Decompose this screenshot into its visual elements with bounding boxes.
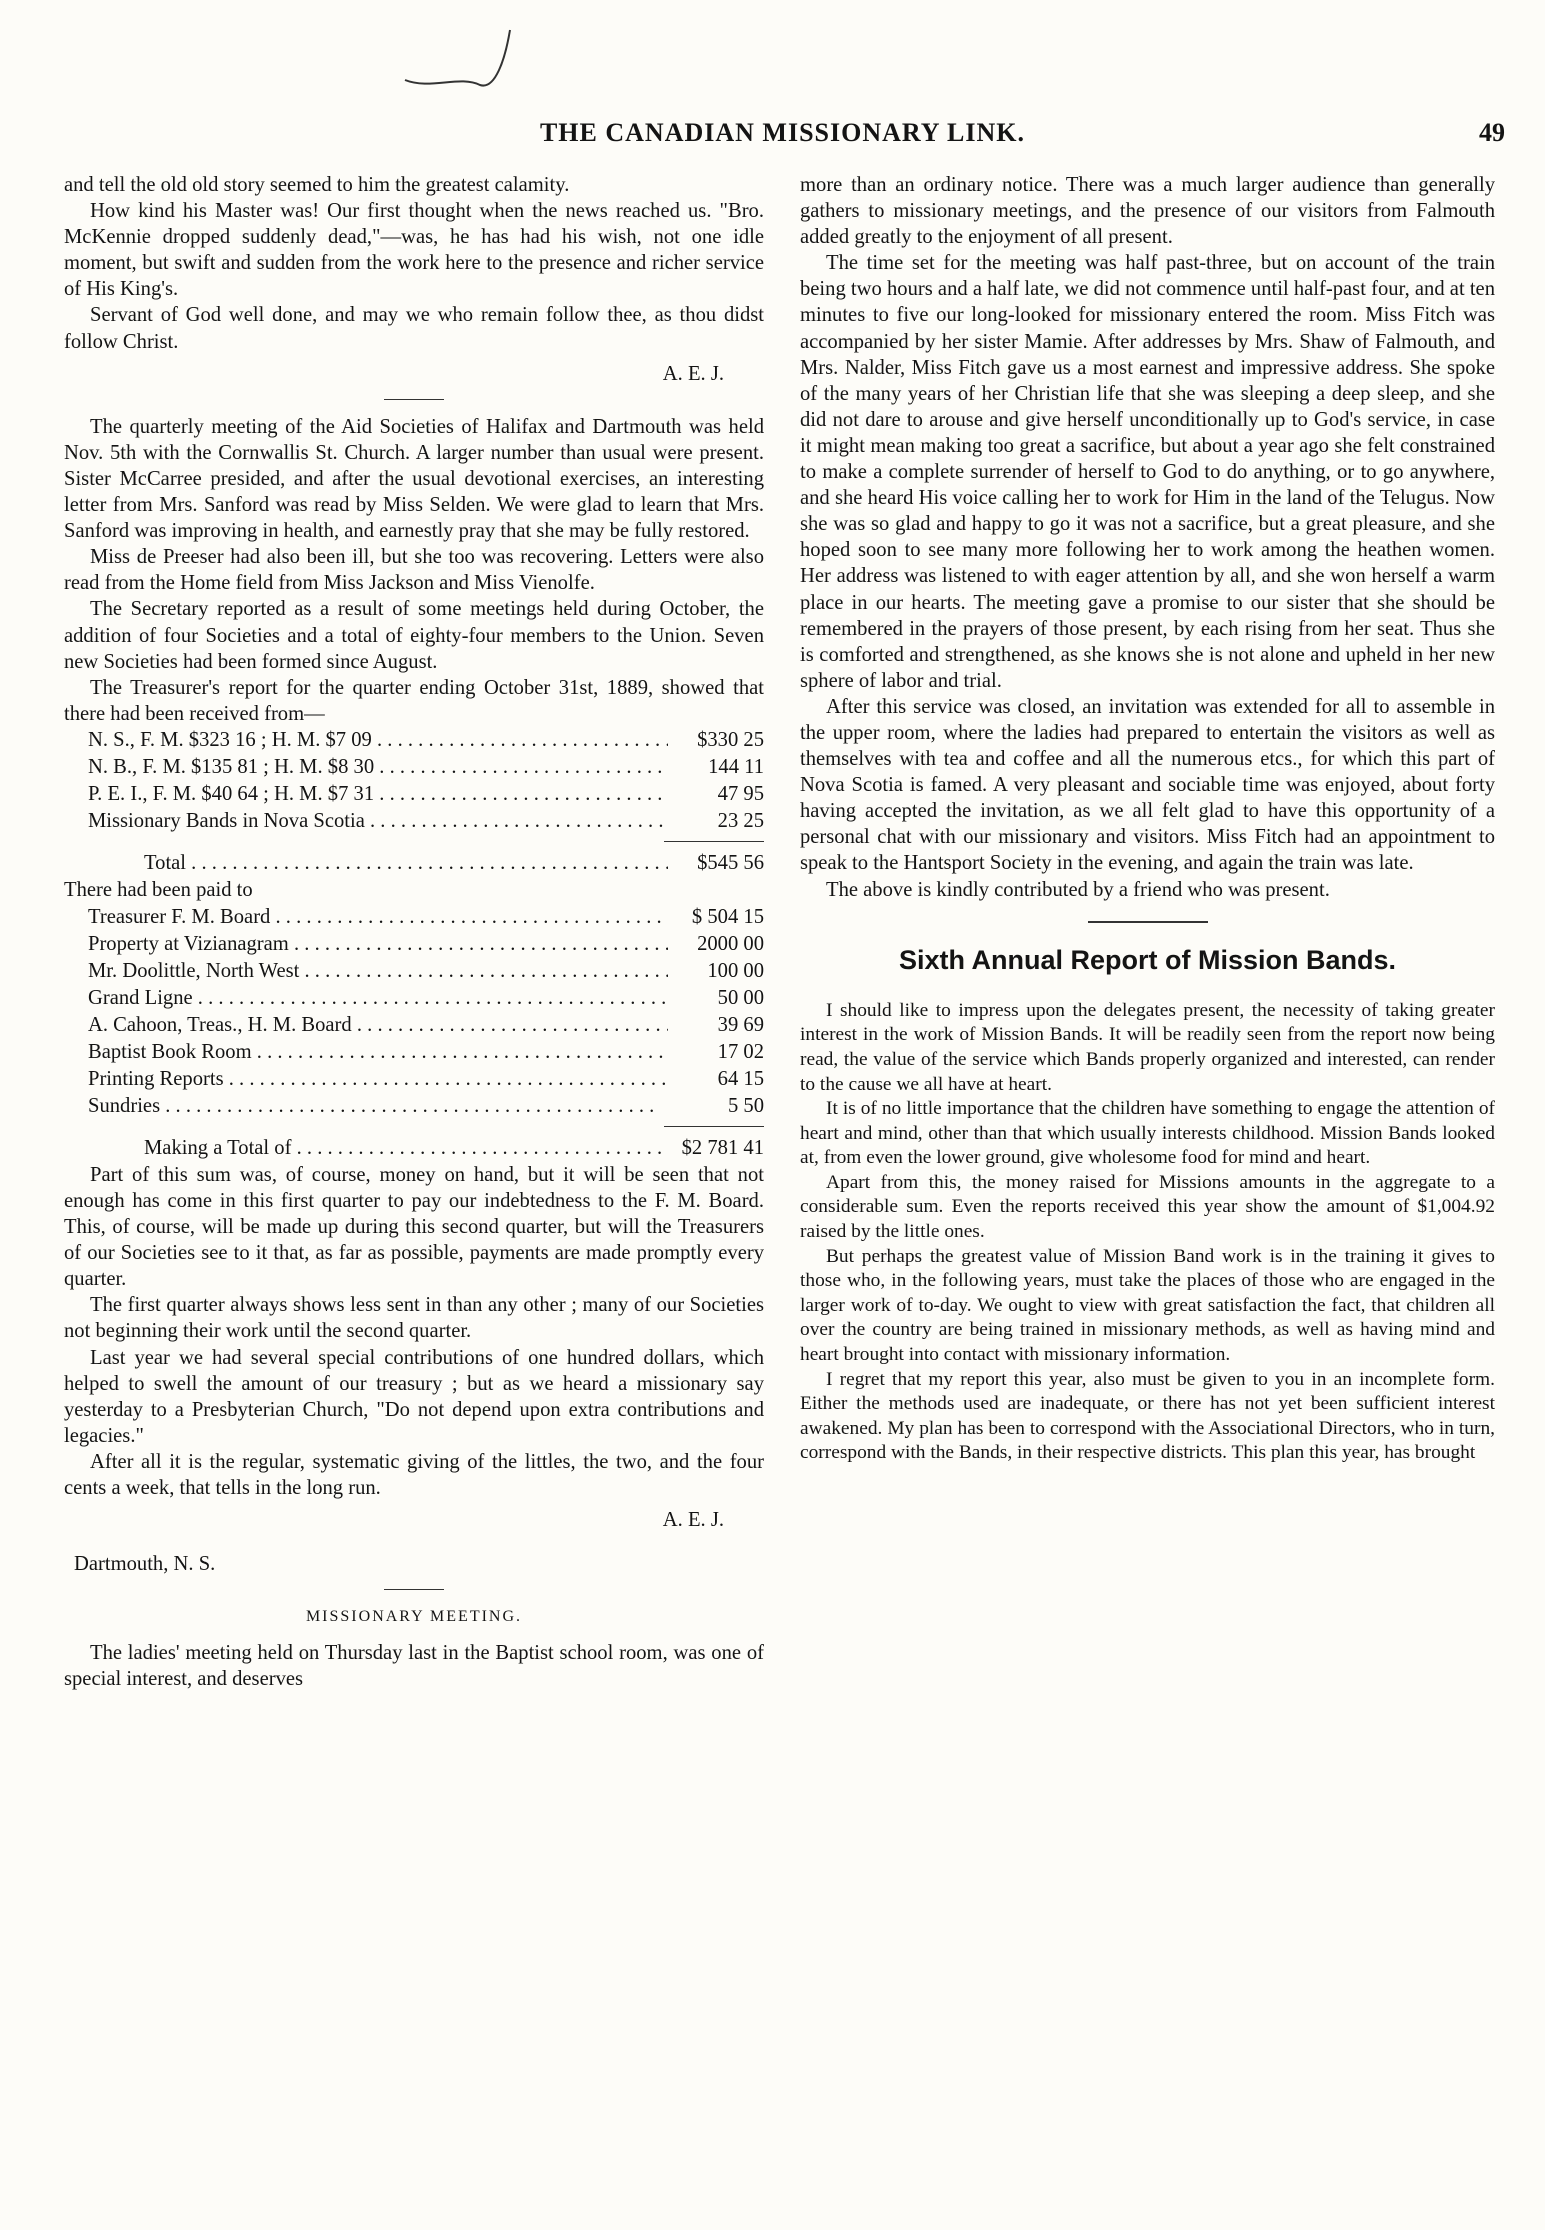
paragraph: After all it is the regular, systematic giving of the littles, the two, and the four cents a week, that tells in the long run. [64, 1450, 764, 1499]
report-row: Sundries . . . 5 50 [64, 1093, 764, 1120]
paragraph: The first quarter always shows less sent in than any other ; many of our Societies not beginning their work until the second quarter. [64, 1294, 764, 1343]
report-row: Printing Reports . . . 64 15 [64, 1066, 764, 1093]
paragraph: and tell the old old story seemed to him the greatest calamity. [64, 174, 570, 196]
report-grand-total: Making a Total of . . . $2 781 41 [64, 1135, 764, 1162]
section-title: Sixth Annual Report of Mission Bands. [898, 944, 1397, 975]
paragraph: Miss de Preeser had also been ill, but she too was recovering. Letters were also read from the Home field from Miss Jackson and Miss Vienolfe. [64, 546, 764, 595]
page-header [60, 118, 1505, 154]
paragraph: I should like to impress upon the delegates present, the necessity of taking greater interest in the work of Mission Bands. It will be readily seen from the report now being read, the value of the service which Bands properly organized and interested, can render to the cause we all have at heart. [800, 999, 1495, 1095]
page-number: 49 [1479, 118, 1505, 147]
mission-bands-report [800, 999, 1495, 1466]
report-row: N. B., F. M. $135 81 ; H. M. $8 30 . . . 144 11 [64, 754, 764, 781]
signature: A. E. J. [662, 1509, 724, 1532]
report-row: Mr. Doolittle, North West . . . 100 00 [64, 958, 764, 985]
sum-rule [664, 1126, 764, 1127]
paragraph: Servant of God well done, and may we who remain follow thee, as thou didst follow Christ. [64, 304, 764, 353]
paragraph: How kind his Master was! Our first thought when the news reached us. "Bro. McKennie dropped suddenly dead,"—was, he has had his wish, not one idle moment, but swift and sudden from the work here to the presence and richer service of His King's. [64, 200, 764, 301]
paragraph: The above is kindly contributed by a friend who was present. [826, 878, 1330, 901]
report-row: Treasurer F. M. Board . . . $ 504 15 [64, 904, 764, 931]
paragraph: Part of this sum was, of course, money on hand, but it will be seen that not enough has come in this first quarter to pay our indebtedness to the F. M. Board. This, of course, will be made up during this second quarter, but will the Treasurers of our Societies see to it that, as far as possible, payments are made promptly every quarter. [64, 1163, 764, 1291]
divider [384, 1589, 444, 1590]
signature: A. E. J. [662, 362, 724, 385]
right-column [800, 172, 1495, 1466]
pencil-scribble [400, 20, 560, 100]
report-row: A. Cahoon, Treas., H. M. Board . . . 39 69 [64, 1012, 764, 1039]
paragraph: more than an ordinary notice. There was a much larger audience than generally gathers to missionary meetings, and the presence of our visitors from Falmouth added greatly to the enjoyment of all present. [800, 174, 1495, 249]
report-row: Missionary Bands in Nova Scotia . . . 23 25 [64, 808, 764, 835]
report-row: N. S., F. M. $323 16 ; H. M. $7 09 . . . $330 25 [64, 727, 764, 754]
paid-intro: There had been paid to [64, 878, 253, 901]
paragraph: The Treasurer's report for the quarter ending October 31st, 1889, showed that there had been received from— [64, 676, 764, 725]
dateline-place: Dartmouth, N. S. [74, 1553, 216, 1576]
paragraph: It is of no little importance that the children have something to engage the attention of heart and mind, other than that which usually interests childhood. Mission Bands looked at, from even the lower ground, give wholesome food for mind and heart. [800, 1098, 1495, 1169]
paragraph: Apart from this, the money raised for Missions amounts in the aggregate to a considerable sum. Even the reports received this year show the amount of $1,004.92 raised by the little ones. [800, 1171, 1495, 1243]
paragraph: The time set for the meeting was half past-three, but on account of the train being two hours and a half late, we did not commence until half-past four, and at ten minutes to five our long-looked for missionary entered the room. Miss Fitch was accompanied by her sister Mamie. After addresses by Mrs. Shaw of Falmouth, and Mrs. Nalder, Miss Fitch gave us a most earnest and impressive address. She spoke of the many years of her Christian life that she was sleeping a deep sleep, and she did not dare to arouse and give herself unconditionally up to God's service, in case it might mean making too great a sacrifice, but about a year ago she felt constrained to make a complete surrender of herself to God to do anything, or to go anywhere, and she heard His voice calling her to work for Him in the land of the Telugus. Now she was so glad and happy to go it was not a sacrifice, but a great pleasure, and she hoped soon to see many more following her to work among the heathen women. Her address was listened to with eager attention by all, and she won herself a warm place in our hearts. The meeting gave a promise to our sister that she should be remembered in the prayers of those present, by each rising from her seat. Thus she is comforted and strengthened, as she knows she is not alone and upheld in her new sphere of labor and trial. [800, 252, 1495, 692]
paragraph: I regret that my report this year, also must be given to you in an incomplete form. Either the methods used are inadequate, or there has not yet been sufficient interest awakened. My plan has been to correspond with the Associational Directors, who in turn, correspond with the Bands, in their respective districts. This plan this year, has brought [800, 1368, 1495, 1464]
report-row: P. E. I., F. M. $40 64 ; H. M. $7 31 . . . 47 95 [64, 781, 764, 808]
paragraph: The Secretary reported as a result of some meetings held during October, the addition of four Societies and a total of eighty-four members to the Union. Seven new Societies had been formed since August. [64, 598, 764, 673]
sum-rule [664, 841, 764, 842]
divider [384, 399, 444, 400]
paragraph: Last year we had several special contributions of one hundred dollars, which helped to swell the amount of our treasury ; but as we heard a missionary say yesterday to a Presbyterian Church, "Do not depend upon extra contributions and legacies." [64, 1346, 764, 1447]
paragraph: The ladies' meeting held on Thursday last in the Baptist school room, was one of special interest, and deserves [64, 1642, 764, 1691]
publication-title: THE CANADIAN MISSIONARY LINK. [539, 118, 1026, 147]
report-total: Total . . . $545 56 [64, 850, 764, 877]
paragraph: But perhaps the greatest value of Mission Band work is in the training it gives to those who, in the following years, must take the places of those who are engaged in the larger work of to-day. We ought to view with great satisfaction the fact, that children all over the country are being trained in missionary methods, as well as having mind and heart brought into contact with missionary information. [800, 1245, 1495, 1366]
report-row: Grand Ligne . . . 50 00 [64, 985, 764, 1012]
report-row: Property at Vizianagram . . . 2000 00 [64, 931, 764, 958]
section-heading: MISSIONARY MEETING. [305, 1608, 523, 1626]
paragraph: After this service was closed, an invitation was extended for all to assemble in the upper room, where the ladies had prepared to entertain the visitors as well as themselves with tea and coffee and all the numerous etcs., for which this part of Nova Scotia is famed. A very pleasant and sociable time was enjoyed, about forty having accepted the invitation, as we all felt glad to have this opportunity of a personal chat with our missionary and visitors. Miss Fitch had an appointment to speak to the Hantsport Society in the evening, and again the train was late. [800, 695, 1495, 875]
paragraph: The quarterly meeting of the Aid Societies of Halifax and Dartmouth was held Nov. 5th with the Cornwallis St. Church. A larger number than usual were present. Sister McCarree presided, and after the usual devotional exercises, an interesting letter from Mrs. Sanford was read by Miss Selden. We were glad to learn that Mrs. Sanford was improving in health, and earnestly pray that she may be fully restored. [64, 415, 764, 543]
report-row: Baptist Book Room . . . 17 02 [64, 1039, 764, 1066]
left-column [64, 172, 764, 1693]
treasurer-report [64, 727, 764, 1162]
divider [1088, 921, 1208, 923]
